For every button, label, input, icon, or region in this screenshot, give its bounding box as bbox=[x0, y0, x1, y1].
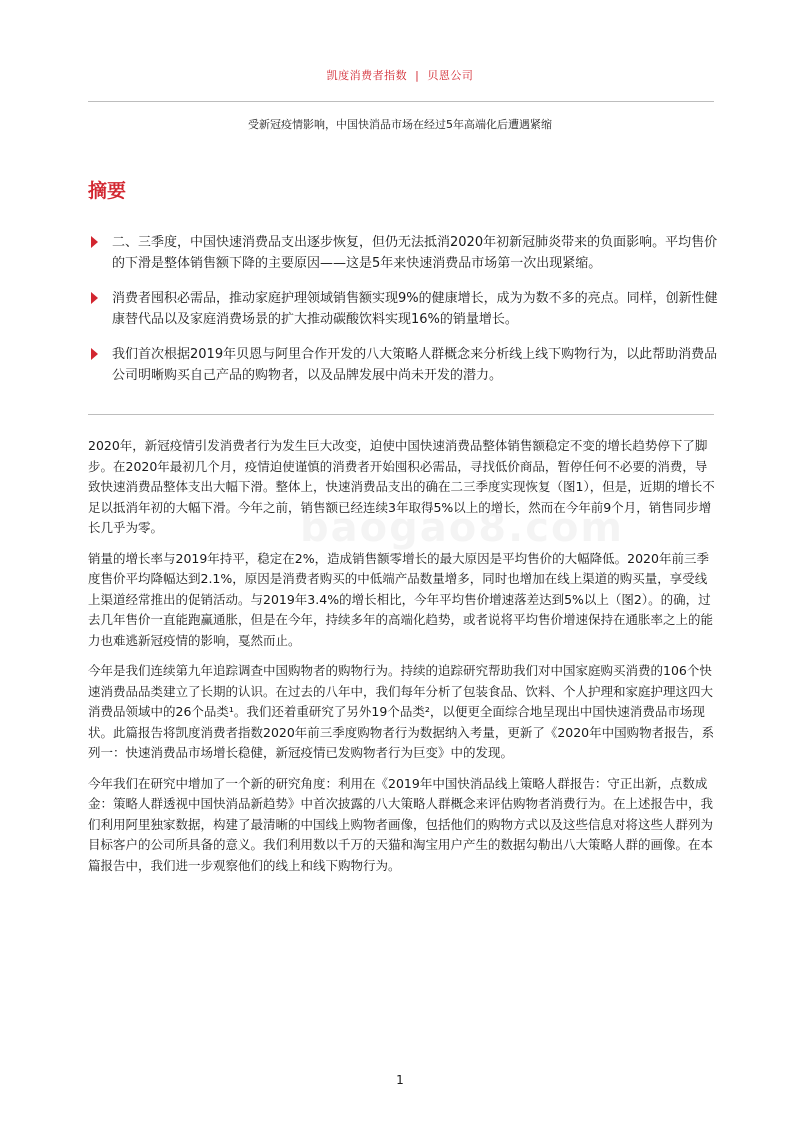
header-publisher-kantar: 凯度消费者指数 bbox=[326, 69, 408, 82]
body-text bbox=[88, 436, 716, 886]
summary-bullet-text: 我们首次根据2019年贝恩与阿里合作开发的八大策略人群概念来分析线上线下购物行为，以此帮助消费品公司明晰购买自己产品的购物者，以及品牌发展中尚未开发的潜力。 bbox=[112, 347, 718, 383]
body-paragraph: 销量的增长率与2019年持平，稳定在2%，造成销售额零增长的最大原因是平均售价的大幅降低。2020年前三季度售价平均降幅达到2.1%，原因是消费者购买的中低端产品数量增多，同时也增加在线上渠道的购买量，享受线上渠道经常推出的促销活动。与2019年3.4%的增长相比，今年平均售价增速落差达到5%以上（图2）。的确，过去几年售价一直能跑赢通胀，但是在今年，持续多年的高端化趋势，或者说将平均售价增速保持在通胀率之上的能力也难逃新冠疫情的影响，戛然而止。 bbox=[88, 550, 714, 648]
triangle-bullet-icon bbox=[91, 236, 98, 248]
page-number: 1 bbox=[396, 1073, 404, 1087]
summary-divider bbox=[88, 414, 714, 415]
summary-bullet bbox=[88, 344, 718, 386]
running-header bbox=[0, 67, 800, 83]
summary-bullet-list bbox=[88, 232, 718, 400]
triangle-bullet-icon bbox=[91, 348, 98, 360]
summary-bullet bbox=[88, 232, 718, 274]
body-paragraph: 今年是我们连续第九年追踪调查中国购物者的购物行为。持续的追踪研究帮助我们对中国家庭购买消费的106个快速消费品品类建立了长期的认识。在过去的八年中，我们每年分析了包装食品、饮料、个人护理和家庭护理这四大消费品领域中的26个品类¹。我们还着重研究了另外19个品类²，以便更全面综合地呈现出中国快速消费品市场现状。此篇报告将凯度消费者指数2020年前三季度购物者行为数据纳入考量，更新了《2020年中国购物者报告，系列一：快速消费品市场增长稳健，新冠疫情已发购物者行为巨变》中的发现。 bbox=[88, 663, 715, 760]
body-paragraph: 2020年，新冠疫情引发消费者行为发生巨大改变，迫使中国快速消费品整体销售额稳定不变的增长趋势停下了脚步。在2020年最初几个月，疫情迫使谨慎的消费者开始囤积必需品，寻找低价商品，暂停任何不必要的消费，导致快速消费品整体支出大幅下滑。整体上，快速消费品支出的确在二三季度实现恢复（图1），但是，近期的增长不足以抵消年初的大幅下滑。今年之前，销售额已经连续3年取得5%以上的增长，然而在今年前9个月，销售同步增长几乎为零。 bbox=[88, 438, 715, 535]
document-subtitle: 受新冠疫情影响，中国快消品市场在经过5年高端化后遭遇紧缩 bbox=[248, 118, 552, 131]
header-divider bbox=[88, 101, 714, 102]
body-paragraph: 今年我们在研究中增加了一个新的研究角度：利用在《2019年中国快消品线上策略人群报告：守正出新，点数成金：策略人群透视中国快消品新趋势》中首次披露的八大策略人群概念来评估购物者消费行为。在上述报告中，我们利用阿里独家数据，构建了最清晰的中国线上购物者画像，包括他们的购物方式以及这些信息对将这些人群列为目标客户的公司所具备的意义。我们利用数以千万的天猫和淘宝用户产生的数据勾勒出八大策略人群的画像。在本篇报告中，我们进一步观察他们的线上和线下购物行为。 bbox=[88, 775, 714, 873]
summary-bullet-text: 二、三季度，中国快速消费品支出逐步恢复，但仍无法抵消2020年初新冠肺炎带来的负面影响。平均售价的下滑是整体销售额下降的主要原因——这是5年来快速消费品市场第一次出现紧缩。 bbox=[112, 235, 718, 271]
summary-bullet bbox=[88, 288, 718, 330]
triangle-bullet-icon bbox=[91, 292, 98, 304]
header-publisher-bain: 贝恩公司 bbox=[427, 69, 474, 82]
header-separator: | bbox=[415, 69, 420, 82]
summary-heading: 摘要 bbox=[88, 180, 127, 202]
summary-bullet-text: 消费者囤积必需品，推动家庭护理领域销售额实现9%的健康增长，成为为数不多的亮点。同样，创新性健康替代品以及家庭消费场景的扩大推动碳酸饮料实现16%的销量增长。 bbox=[112, 291, 718, 327]
